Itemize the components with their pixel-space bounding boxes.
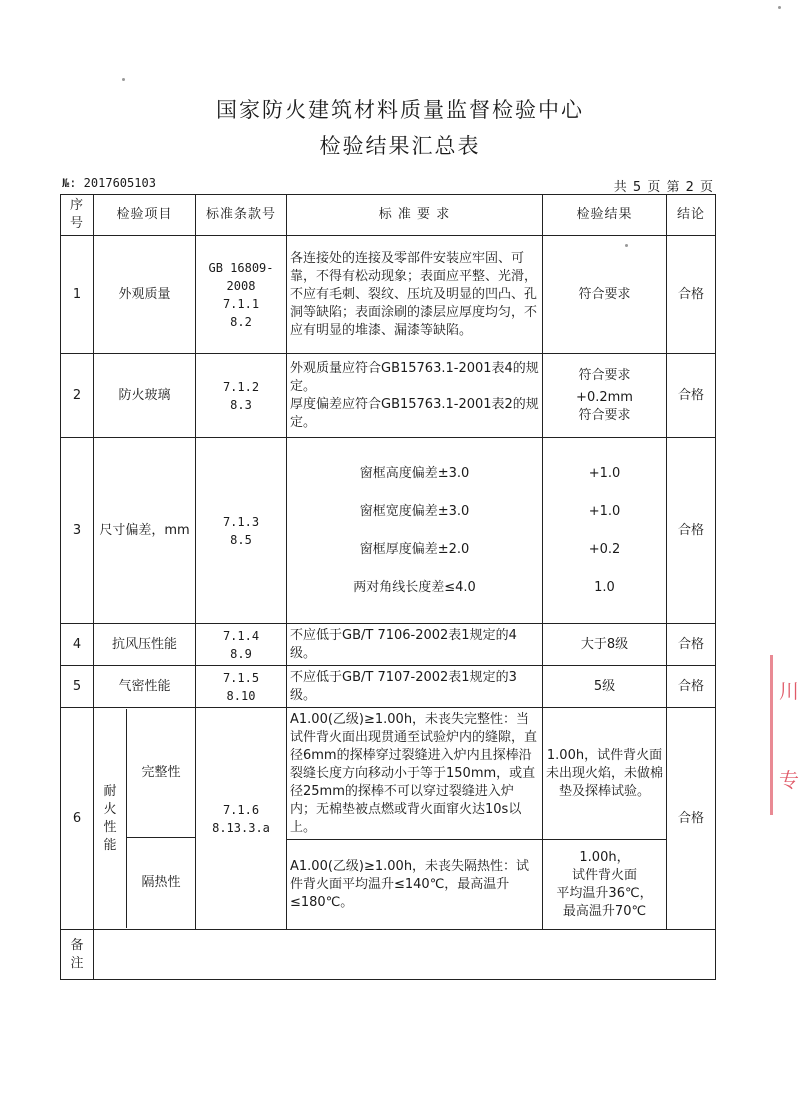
header-no: 序号 (61, 195, 94, 236)
requirement-integrity: A1.00(乙级)≥1.00h，未丧失完整性：当试件背火面出现贯通至试验炉内的缝隙，直径6mm的探棒穿过裂缝进入炉内且探棒沿裂缝长度方向移动小于等于150mm，或直径25mm的探棒不可以穿过裂缝进入炉内；无棉垫被点燃或背火面窜火达10s以上。 (287, 708, 543, 840)
row-requirement (287, 354, 543, 438)
group-label (94, 709, 127, 928)
clause-line: 8.2 (230, 314, 252, 329)
row-item: 气密性能 (94, 666, 196, 708)
header-conclusion: 结论 (667, 195, 716, 236)
remarks-row (61, 930, 716, 980)
clause-line: 8.9 (230, 646, 252, 661)
result-appearance: 符合要求 (578, 367, 631, 383)
row-clause (196, 624, 287, 666)
scan-speck (625, 244, 628, 247)
clause-line: 8.3 (230, 397, 252, 412)
requirement-height: 窗框高度偏差±3.0 (359, 465, 470, 481)
result-line: 最高温升70℃ (562, 903, 647, 919)
result-insulation (543, 840, 667, 930)
remarks-char: 备 (70, 937, 84, 953)
header-requirement: 标 准 要 求 (287, 195, 543, 236)
result-line: 1.00h， (579, 849, 630, 865)
page-count: 共 5 页 第 2 页 (613, 180, 714, 195)
row-requirement: 各连接处的连接及零部件安装应牢固、可靠，不得有松动现象；表面应平整、光滑，不应有毛刺、裂纹、压坑及明显的凹凸、孔洞等缺陷；表面涂刷的漆层应厚度均匀，不应有明显的堆漆、漏漆等缺陷。 (287, 236, 543, 354)
row-conclusion: 合格 (667, 624, 716, 666)
clause-line: 7.1.5 (222, 670, 260, 685)
document-title: 检验结果汇总表 (319, 134, 481, 158)
row-result: 大于8级 (543, 624, 667, 666)
header-result: 检验结果 (543, 195, 667, 236)
result-width: +1.0 (588, 503, 621, 519)
row-conclusion: 合格 (667, 708, 716, 930)
row-no: 5 (61, 666, 94, 708)
table-header-row (61, 195, 716, 236)
row-clause (196, 708, 287, 930)
clause-line: 2008 (226, 278, 256, 293)
row-no: 6 (61, 708, 94, 930)
table-row (61, 438, 716, 624)
row-clause (196, 666, 287, 708)
row-item-group (94, 708, 196, 930)
header-clause: 标准条款号 (196, 195, 287, 236)
group-char: 性 (103, 819, 117, 835)
header-item: 检验项目 (94, 195, 196, 236)
clause-line: 7.1.4 (222, 628, 260, 643)
requirement-width: 窗框宽度偏差±3.0 (359, 503, 470, 519)
row-result (543, 354, 667, 438)
row-no: 2 (61, 354, 94, 438)
result-integrity: 1.00h，试件背火面未出现火焰，未做棉垫及探棒试验。 (543, 708, 667, 840)
result-thickness-note: 符合要求 (578, 407, 631, 423)
stamp-char: 川 (779, 679, 799, 703)
requirement-appearance: 外观质量应符合GB15763.1-2001表4的规定。 (290, 360, 539, 394)
report-number: №: 2017605103 (62, 176, 156, 190)
row-requirement: 不应低于GB/T 7106-2002表1规定的4级。 (287, 624, 543, 666)
sub-item-insulation: 隔热性 (141, 875, 181, 890)
sub-item-integrity: 完整性 (127, 709, 195, 838)
table-row (61, 624, 716, 666)
row-requirement: 不应低于GB/T 7107-2002表1规定的3级。 (287, 666, 543, 708)
group-char: 火 (103, 801, 117, 817)
result-line: 平均温升36℃， (556, 885, 653, 901)
clause-line: 7.1.3 (222, 514, 260, 529)
row-clause (196, 354, 287, 438)
result-height: +1.0 (588, 465, 621, 481)
row-no: 4 (61, 624, 94, 666)
remarks-label (61, 930, 94, 980)
row-result: 5级 (543, 666, 667, 708)
result-thickness-value: +0.2mm (576, 389, 633, 405)
clause-line: 8.13.3.a (212, 820, 270, 835)
results-table (60, 194, 716, 980)
clause-line: 7.1.6 (222, 802, 260, 817)
row-result: 符合要求 (543, 236, 667, 354)
row-conclusion: 合格 (667, 438, 716, 624)
table-row (61, 666, 716, 708)
result-line: 试件背火面 (571, 867, 637, 883)
requirement-thickness: 窗框厚度偏差±2.0 (359, 541, 470, 557)
requirement-thickness: 厚度偏差应符合GB15763.1-2001表2的规定。 (290, 396, 539, 430)
clause-line: 8.5 (230, 532, 252, 547)
group-char: 耐 (103, 783, 117, 799)
clause-line: 7.1.2 (222, 379, 260, 394)
group-char: 能 (103, 837, 117, 853)
requirement-diagonal: 两对角线长度差≤4.0 (353, 579, 476, 595)
scan-speck (122, 78, 125, 81)
row-requirement (287, 438, 543, 624)
row-clause (196, 236, 287, 354)
remarks-content (94, 930, 716, 980)
row-no: 1 (61, 236, 94, 354)
clause-line: 7.1.1 (222, 296, 260, 311)
row-item: 防火玻璃 (94, 354, 196, 438)
org-title: 国家防火建筑材料质量监督检验中心 (216, 98, 584, 122)
requirement-insulation: A1.00(乙级)≥1.00h，未丧失隔热性：试件背火面平均温升≤140℃，最高温升≤180℃。 (287, 840, 543, 930)
row-item: 外观质量 (94, 236, 196, 354)
row-conclusion: 合格 (667, 354, 716, 438)
result-thickness: +0.2 (588, 541, 621, 557)
row-no: 3 (61, 438, 94, 624)
table-row (61, 354, 716, 438)
row-result (543, 438, 667, 624)
row-conclusion: 合格 (667, 666, 716, 708)
clause-line: GB 16809- (208, 260, 274, 275)
result-diagonal: 1.0 (594, 579, 615, 595)
row-item: 抗风压性能 (94, 624, 196, 666)
stamp-char: 专 (779, 768, 799, 792)
row-clause (196, 438, 287, 624)
remarks-char: 注 (70, 955, 84, 971)
row-item: 尺寸偏差，mm (94, 438, 196, 624)
table-row (61, 708, 716, 840)
red-seal-stamp (770, 655, 800, 815)
clause-line: 8.10 (226, 688, 256, 703)
row-conclusion: 合格 (667, 236, 716, 354)
table-row (61, 236, 716, 354)
scan-speck (778, 6, 781, 9)
